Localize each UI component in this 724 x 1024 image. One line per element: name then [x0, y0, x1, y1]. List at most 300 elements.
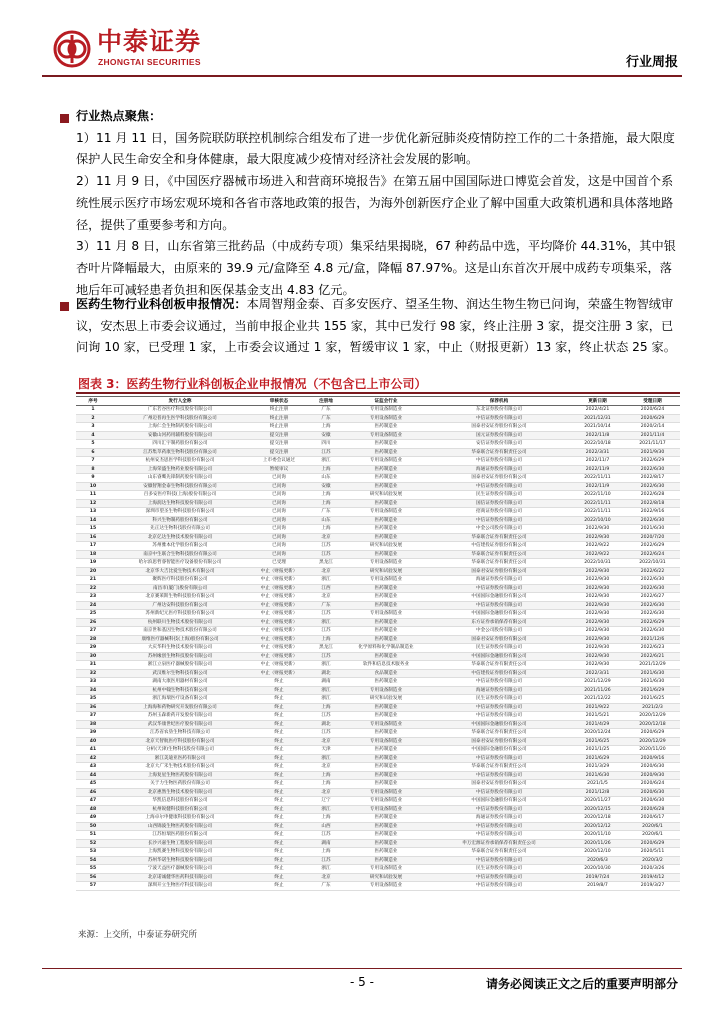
table-cell: 3 — [76, 423, 110, 432]
table-cell: 江苏 — [308, 831, 344, 840]
table-cell: 2022/9/30 — [570, 533, 625, 542]
table-cell: 浙江 — [308, 576, 344, 585]
table-cell: 终止 — [250, 754, 308, 763]
table-cell: 2020/6/1 — [625, 822, 680, 831]
table-cell: 华泰联合证券有限责任公司 — [428, 448, 570, 457]
table-cell: 上海复星生物医药股份有限公司 — [110, 771, 250, 780]
column-header: 序号 — [76, 397, 110, 406]
table-row — [76, 482, 680, 491]
table-cell: 提交注册 — [250, 431, 308, 440]
table-cell: 终止 — [250, 695, 308, 704]
table-cell: 50 — [76, 822, 110, 831]
table-cell: 2020/11/20 — [625, 746, 680, 755]
table-cell: 终止 — [250, 686, 308, 695]
table-cell: 2021/2/3 — [625, 703, 680, 712]
table-cell: 2022/9/30 — [570, 525, 625, 534]
table-cell: 研究和试验发展 — [344, 491, 428, 500]
section-bullet-icon — [60, 302, 69, 311]
table-cell: 2022/9/30 — [570, 610, 625, 619]
table-cell: 天津 — [308, 746, 344, 755]
table-cell: 中信建投证券股份有限公司 — [428, 669, 570, 678]
table-cell: 中信证券股份有限公司 — [428, 482, 570, 491]
table-cell: 申万宏源证券承销保荐有限责任公司 — [428, 839, 570, 848]
table-cell: 2021/12/22 — [570, 695, 625, 704]
table-cell: 上海 — [308, 525, 344, 534]
table-cell: 13 — [76, 508, 110, 517]
table-cell: 北京亿达生物技术股份有限公司 — [110, 533, 250, 542]
table-row — [76, 431, 680, 440]
table-cell: 南京世和基因生物技术股份有限公司 — [110, 627, 250, 636]
table-cell: 终止 — [250, 780, 308, 789]
table-cell: 39 — [76, 729, 110, 738]
table-cell: 专用设备制造业 — [344, 737, 428, 746]
table-cell: 上海 — [308, 814, 344, 823]
table-cell: 东方证券承销保荐有限公司 — [428, 618, 570, 627]
table-cell: 中信证券股份有限公司 — [428, 822, 570, 831]
table-cell: 2022/9/30 — [570, 576, 625, 585]
table-cell: 专用设备制造业 — [344, 882, 428, 891]
table-cell: 33 — [76, 678, 110, 687]
table-cell: 宁波天益医疗器械股份有限公司 — [110, 865, 250, 874]
table-row — [76, 610, 680, 619]
table-cell: 2022/9/30 — [570, 661, 625, 670]
table-cell: 2022/6/29 — [625, 457, 680, 466]
table-cell: 终止 — [250, 856, 308, 865]
table-cell: 终止 — [250, 729, 308, 738]
table-cell: 17 — [76, 542, 110, 551]
table-cell: 浙江 — [308, 805, 344, 814]
table-cell: 江苏恒瑞医药股份有限公司 — [110, 831, 250, 840]
table-cell: 华泰联合证券有限责任公司 — [428, 763, 570, 772]
table-cell: 终止 — [250, 873, 308, 882]
table-cell: 医药制造业 — [344, 499, 428, 508]
table-cell: 2020/12/18 — [625, 720, 680, 729]
table-cell: 2022/11/8 — [570, 431, 625, 440]
table-cell: 2020/6/28 — [625, 805, 680, 814]
table-cell: 专用设备制造业 — [344, 788, 428, 797]
table-cell: 医药制造业 — [344, 482, 428, 491]
table-cell: 终止 — [250, 763, 308, 772]
table-cell: 国泰君安证券股份有限公司 — [428, 635, 570, 644]
table-cell: 山西锦波生物医药股份有限公司 — [110, 822, 250, 831]
table-row — [76, 788, 680, 797]
table-cell: 研究和试验发展 — [344, 542, 428, 551]
table-cell: 已问询 — [250, 550, 308, 559]
table-cell: 49 — [76, 814, 110, 823]
table-cell: 2022/11/9 — [570, 482, 625, 491]
table-cell: 中信证券股份有限公司 — [428, 703, 570, 712]
table-cell: 2021/12/29 — [570, 678, 625, 687]
table-cell: 中信证券股份有限公司 — [428, 805, 570, 814]
star-market-section — [76, 294, 680, 359]
table-cell: 上海润达生物科技股份有限公司 — [110, 499, 250, 508]
table-cell: 2020/10/30 — [570, 865, 625, 874]
table-cell: 中信证券股份有限公司 — [428, 788, 570, 797]
table-cell: 山东 — [308, 516, 344, 525]
table-cell: 31 — [76, 661, 110, 670]
table-cell: 28 — [76, 635, 110, 644]
table-cell: 2020/6/24 — [625, 780, 680, 789]
table-cell: 2022/9/22 — [570, 542, 625, 551]
table-cell: 2021/11/17 — [625, 440, 680, 449]
table-cell: 已问询 — [250, 499, 308, 508]
table-row — [76, 746, 680, 755]
table-cell: 2022/9/22 — [570, 550, 625, 559]
table-row — [76, 635, 680, 644]
table-cell: 2019/4/12 — [625, 873, 680, 882]
table-cell: 医药制造业 — [344, 763, 428, 772]
table-row — [76, 499, 680, 508]
table-cell: 安徽智翔金泰生物科技股份有限公司 — [110, 482, 250, 491]
table-cell: 中止（财报更新） — [250, 652, 308, 661]
table-cell: 专用设备制造业 — [344, 576, 428, 585]
table-cell: 国信证券股份有限公司 — [428, 499, 570, 508]
table-cell: 北京 — [308, 533, 344, 542]
table-cell: 国元证券股份有限公司 — [428, 431, 570, 440]
table-cell: 46 — [76, 788, 110, 797]
table-cell: 上市委会议通过 — [250, 457, 308, 466]
table-row — [76, 448, 680, 457]
table-cell: 上海 — [308, 499, 344, 508]
table-row — [76, 661, 680, 670]
table-cell: 江苏 — [308, 856, 344, 865]
table-cell: 36 — [76, 703, 110, 712]
table-cell: 2020/6/17 — [625, 814, 680, 823]
table-cell: 2022/10/31 — [570, 559, 625, 568]
table-cell: 北京诺诚健华医药科技有限公司 — [110, 873, 250, 882]
table-cell: 安信证券股份有限公司 — [428, 440, 570, 449]
table-cell: 先正达生物科技股份有限公司 — [110, 525, 250, 534]
table-cell: 41 — [76, 746, 110, 755]
table-cell: 湖北 — [308, 669, 344, 678]
table-row — [76, 567, 680, 576]
table-cell: 2021/6/30 — [625, 525, 680, 534]
table-cell: 医药制造业 — [344, 550, 428, 559]
table-cell: 12 — [76, 499, 110, 508]
table-cell: 43 — [76, 763, 110, 772]
table-cell: 医药制造业 — [344, 618, 428, 627]
table-cell: 2022/6/23 — [625, 644, 680, 653]
table-cell: 医药制造业 — [344, 754, 428, 763]
table-cell: 中信证券股份有限公司 — [428, 856, 570, 865]
table-cell: 北京赛莱斯生物科技股份有限公司 — [110, 593, 250, 602]
section-title: 行业热点聚焦： — [76, 109, 162, 123]
table-cell: 4 — [76, 431, 110, 440]
ipo-application-table — [76, 396, 680, 891]
table-cell: 2020/6/30 — [625, 797, 680, 806]
table-row — [76, 414, 680, 423]
table-cell: 2020/11/27 — [570, 797, 625, 806]
table-cell: 中国国际金融股份有限公司 — [428, 797, 570, 806]
table-cell: 2022/6/28 — [625, 491, 680, 500]
table-cell: 2022/6/29 — [625, 542, 680, 551]
table-cell: 2020/6/24 — [625, 406, 680, 415]
table-cell: 浙江立泉医疗器械股份有限公司 — [110, 661, 250, 670]
footer-divider — [42, 968, 682, 969]
table-cell: 57 — [76, 882, 110, 891]
paragraph: 本周智翔金泰、百多安医疗、望圣生物、润达生物生物已问询，荣盛生物智绒审议，安杰思上市委会议通过，当前申报企业共 155 家，其中已发行 98 家，终止注册 3 家，提交注册 3 家，已问询 10 家，已受理 1 家，上市委会议通过 1 家，暂缓审议 1 家，中止（财报更新）13 家，终止状态 25 家。 — [76, 297, 676, 355]
table-cell: 2021/6/30 — [570, 771, 625, 780]
table-cell: 上海 — [308, 423, 344, 432]
table-cell: 2022/6/30 — [625, 516, 680, 525]
table-cell: 苏州缘创生物科技股份有限公司 — [110, 652, 250, 661]
table-cell: 医药制造业 — [344, 474, 428, 483]
table-cell: 48 — [76, 805, 110, 814]
table-cell: 34 — [76, 686, 110, 695]
table-cell: 安徽 — [308, 431, 344, 440]
table-cell: 江苏 — [308, 550, 344, 559]
table-row — [76, 763, 680, 772]
table-cell: 浙江美迪亚医药有限公司 — [110, 754, 250, 763]
table-cell: 21 — [76, 576, 110, 585]
table-cell: 武汉华康世纪医疗股份有限公司 — [110, 720, 250, 729]
table-cell: 20 — [76, 567, 110, 576]
table-cell: 中信证券股份有限公司 — [428, 712, 570, 721]
table-cell: 专用设备制造业 — [344, 805, 428, 814]
table-cell: 专用设备制造业 — [344, 406, 428, 415]
table-cell: 北京 — [308, 763, 344, 772]
table-cell: 海通证券股份有限公司 — [428, 814, 570, 823]
table-cell: 2019/7/24 — [570, 873, 625, 882]
table-cell: 医药制造业 — [344, 703, 428, 712]
table-cell: 华泰联合证券有限责任公司 — [428, 661, 570, 670]
table-cell: 2021/12/31 — [570, 414, 625, 423]
table-cell: 海通证券股份有限公司 — [428, 686, 570, 695]
table-cell: 2022/11/10 — [570, 491, 625, 500]
table-cell: 2020/12/15 — [570, 805, 625, 814]
table-cell: 广东若谷医疗科技股份有限公司 — [110, 406, 250, 415]
table-cell: 湖南 — [308, 678, 344, 687]
table-cell: 2022/8/17 — [625, 474, 680, 483]
table-cell: 上海凯赛生物科技股份有限公司 — [110, 848, 250, 857]
table-cell: 医药制造业 — [344, 627, 428, 636]
table-cell: 2022/10/31 — [625, 559, 680, 568]
table-cell: 27 — [76, 627, 110, 636]
table-cell: 24 — [76, 601, 110, 610]
table-cell: 上海荣盛生物药业股份有限公司 — [110, 465, 250, 474]
table-cell: 浙江海瑞医疗设备有限公司 — [110, 695, 250, 704]
column-header: 发行人全称 — [110, 397, 250, 406]
table-cell: 2022/10/18 — [570, 440, 625, 449]
table-cell: 安徽山河药用辅料股份有限公司 — [110, 431, 250, 440]
table-cell: 中国国际金融股份有限公司 — [428, 593, 570, 602]
table-cell: 杭州中翰生物科技有限公司 — [110, 686, 250, 695]
table-cell: 终止 — [250, 805, 308, 814]
table-cell: 上海 — [308, 635, 344, 644]
table-cell: 广东 — [308, 406, 344, 415]
table-cell: 海通证券股份有限公司 — [428, 465, 570, 474]
table-cell: 湖北 — [308, 720, 344, 729]
table-cell: 2021/6/25 — [625, 695, 680, 704]
table-cell: 北京 — [308, 567, 344, 576]
table-cell: 6 — [76, 448, 110, 457]
table-cell: 华凯信息科技股份有限公司 — [110, 797, 250, 806]
table-cell: 2020/11/10 — [570, 831, 625, 840]
page-header — [0, 0, 724, 78]
table-cell: 44 — [76, 771, 110, 780]
table-cell: 北京大广禾生物技术股份有限公司 — [110, 763, 250, 772]
table-cell: 医药制造业 — [344, 584, 428, 593]
table-row — [76, 576, 680, 585]
table-cell: 2022/6/24 — [625, 550, 680, 559]
table-cell: 2021/9/30 — [625, 448, 680, 457]
table-row — [76, 797, 680, 806]
table-cell: 2022/6/30 — [625, 576, 680, 585]
table-cell: 浙江 — [308, 457, 344, 466]
table-cell: 医药制造业 — [344, 848, 428, 857]
table-row — [76, 686, 680, 695]
table-cell: 2022/9/30 — [570, 584, 625, 593]
table-cell: 42 — [76, 754, 110, 763]
table-cell: 专用设备制造业 — [344, 414, 428, 423]
table-cell: 民生证券股份有限公司 — [428, 491, 570, 500]
table-cell: 杭州联川生物技术股份有限公司 — [110, 618, 250, 627]
table-cell: 终止 — [250, 737, 308, 746]
table-cell: 已问询 — [250, 525, 308, 534]
table-cell: 中信证券股份有限公司 — [428, 873, 570, 882]
table-cell: 专用设备制造业 — [344, 431, 428, 440]
table-cell: 聚辉医疗科技股份有限公司 — [110, 576, 250, 585]
table-cell: 35 — [76, 695, 110, 704]
table-cell: 2022/9/30 — [570, 652, 625, 661]
table-cell: 广东 — [308, 414, 344, 423]
table-cell: 苏州雅本化学股份有限公司 — [110, 542, 250, 551]
table-cell: 2022/9/30 — [570, 618, 625, 627]
hotspot-section — [76, 106, 680, 301]
table-row — [76, 406, 680, 415]
table-row — [76, 618, 680, 627]
table-cell: 医药制造业 — [344, 822, 428, 831]
table-cell: 37 — [76, 712, 110, 721]
table-cell: 浙江 — [308, 661, 344, 670]
table-cell: 四川汇宇制药股份有限公司 — [110, 440, 250, 449]
table-cell: 研究和试验发展 — [344, 873, 428, 882]
table-cell: 2022/3/31 — [570, 448, 625, 457]
table-cell: 中信证券股份有限公司 — [428, 414, 570, 423]
table-cell: 47 — [76, 797, 110, 806]
table-cell: 2020/12/29 — [625, 737, 680, 746]
table-cell: 化学原料和化学制品制造业 — [344, 644, 428, 653]
table-cell: 2021/1/25 — [570, 746, 625, 755]
table-cell: 2020/6/30 — [625, 763, 680, 772]
table-cell: 终止 — [250, 746, 308, 755]
table-cell: 2020/5/11 — [625, 848, 680, 857]
table-cell: 提交注册 — [250, 448, 308, 457]
table-cell: 已问询 — [250, 491, 308, 500]
table-cell: 2020/6/29 — [625, 839, 680, 848]
table-cell: 深圳市望圣生物科技股份有限公司 — [110, 508, 250, 517]
table-cell: 2020/2/14 — [625, 423, 680, 432]
table-cell: 中国国际金融股份有限公司 — [428, 746, 570, 755]
table-cell: 山东 — [308, 474, 344, 483]
table-cell: 武汉维尔生物科技有限公司 — [110, 669, 250, 678]
table-cell: 百多安医疗科技(上海)股份有限公司 — [110, 491, 250, 500]
table-cell: 国泰君安证券股份有限公司 — [428, 737, 570, 746]
table-cell: 14 — [76, 516, 110, 525]
table-cell: 南昌市(厦门)股份有限公司 — [110, 584, 250, 593]
table-cell: 26 — [76, 618, 110, 627]
table-cell: 2022/9/30 — [570, 593, 625, 602]
table-row — [76, 440, 680, 449]
table-cell: 2021/11/4 — [625, 431, 680, 440]
table-cell: 2022/6/30 — [625, 601, 680, 610]
table-cell: 中止（财报更新） — [250, 567, 308, 576]
table-cell: 医药制造业 — [344, 814, 428, 823]
table-cell: 苏州玉森新药开发股份有限公司 — [110, 712, 250, 721]
table-cell: 2021/4/29 — [570, 720, 625, 729]
table-cell: 终止 — [250, 678, 308, 687]
paragraph: 2）11 月 9 日，《中国医疗器械市场进入和营商环境报告》在第五届中国国际进口博览会首发，这是中国首个系统性展示医疗市场宏观环境和各省市落地政策的报告，为海外创新医疗企业了解中国重大政策机遇和具体落地路径，提供了重要参考和方向。 — [76, 174, 674, 232]
table-row — [76, 593, 680, 602]
table-cell: 终止 — [250, 882, 308, 891]
table-cell: 终止 — [250, 712, 308, 721]
paragraph: 1）11 月 11 日，国务院联防联控机制综合组发布了进一步优化新冠肺炎疫情防控工作的二十条措施，最大限度保护人民生命安全和身体健康，最大限度减少疫情对经济社会发展的影响。 — [76, 130, 675, 167]
table-cell: 医药制造业 — [344, 652, 428, 661]
column-header: 审核状态 — [250, 397, 308, 406]
table-cell: 2022/6/22 — [625, 567, 680, 576]
table-cell: 1 — [76, 406, 110, 415]
table-cell: 民生证券股份有限公司 — [428, 695, 570, 704]
table-cell: 民生证券股份有限公司 — [428, 865, 570, 874]
table-cell: 杭州安杰思医学科技股份有限公司 — [110, 457, 250, 466]
table-cell: 国泰君安证券股份有限公司 — [428, 474, 570, 483]
table-cell: 苏州新纪元医疗科技股份有限公司 — [110, 610, 250, 619]
table-cell: 15 — [76, 525, 110, 534]
table-cell: 中止（财报更新） — [250, 593, 308, 602]
table-cell: 中止（财报更新） — [250, 627, 308, 636]
table-cell: 2022/4/21 — [570, 406, 625, 415]
figure-divider — [76, 392, 680, 394]
table-row — [76, 465, 680, 474]
table-cell: 民生证券股份有限公司 — [428, 644, 570, 653]
table-cell: 2021/12/29 — [625, 661, 680, 670]
table-cell: 医药制造业 — [344, 601, 428, 610]
table-cell: 长沙兴嘉生物工程股份有限公司 — [110, 839, 250, 848]
table-row — [76, 780, 680, 789]
table-cell: 江苏 — [308, 652, 344, 661]
table-cell: 山东睿鹰先锋制药股份有限公司 — [110, 474, 250, 483]
table-cell: 专用设备制造业 — [344, 686, 428, 695]
table-cell: 已问询 — [250, 474, 308, 483]
table-cell: 终止 — [250, 831, 308, 840]
table-cell: 医药制造业 — [344, 593, 428, 602]
table-cell: 专用设备制造业 — [344, 457, 428, 466]
table-cell: 2022/9/30 — [570, 627, 625, 636]
column-header: 保荐机构 — [428, 397, 570, 406]
table-cell: 已问询 — [250, 516, 308, 525]
table-cell: 广东 — [308, 508, 344, 517]
table-cell: 中信证券股份有限公司 — [428, 882, 570, 891]
table-cell: 2022/6/30 — [625, 465, 680, 474]
table-row — [76, 822, 680, 831]
table-cell: 上海 — [308, 491, 344, 500]
table-cell: 2021/6/29 — [625, 686, 680, 695]
table-cell: 华泰联合证券有限责任公司 — [428, 533, 570, 542]
table-cell: 广东 — [308, 882, 344, 891]
table-cell: 2022/8/18 — [625, 499, 680, 508]
column-header: 更新日期 — [570, 397, 625, 406]
table-row — [76, 865, 680, 874]
logo-english-text: ZHONGTAI SECURITIES — [98, 57, 201, 67]
table-cell: 北京 — [308, 737, 344, 746]
table-cell: 医药制造业 — [344, 440, 428, 449]
table-row — [76, 423, 680, 432]
table-cell: 2020/3/2 — [625, 856, 680, 865]
table-cell: 医药制造业 — [344, 780, 428, 789]
table-cell: 浙江 — [308, 754, 344, 763]
table-cell: 中国国际金融股份有限公司 — [428, 610, 570, 619]
table-cell: 科兴生物制药股份有限公司 — [110, 516, 250, 525]
